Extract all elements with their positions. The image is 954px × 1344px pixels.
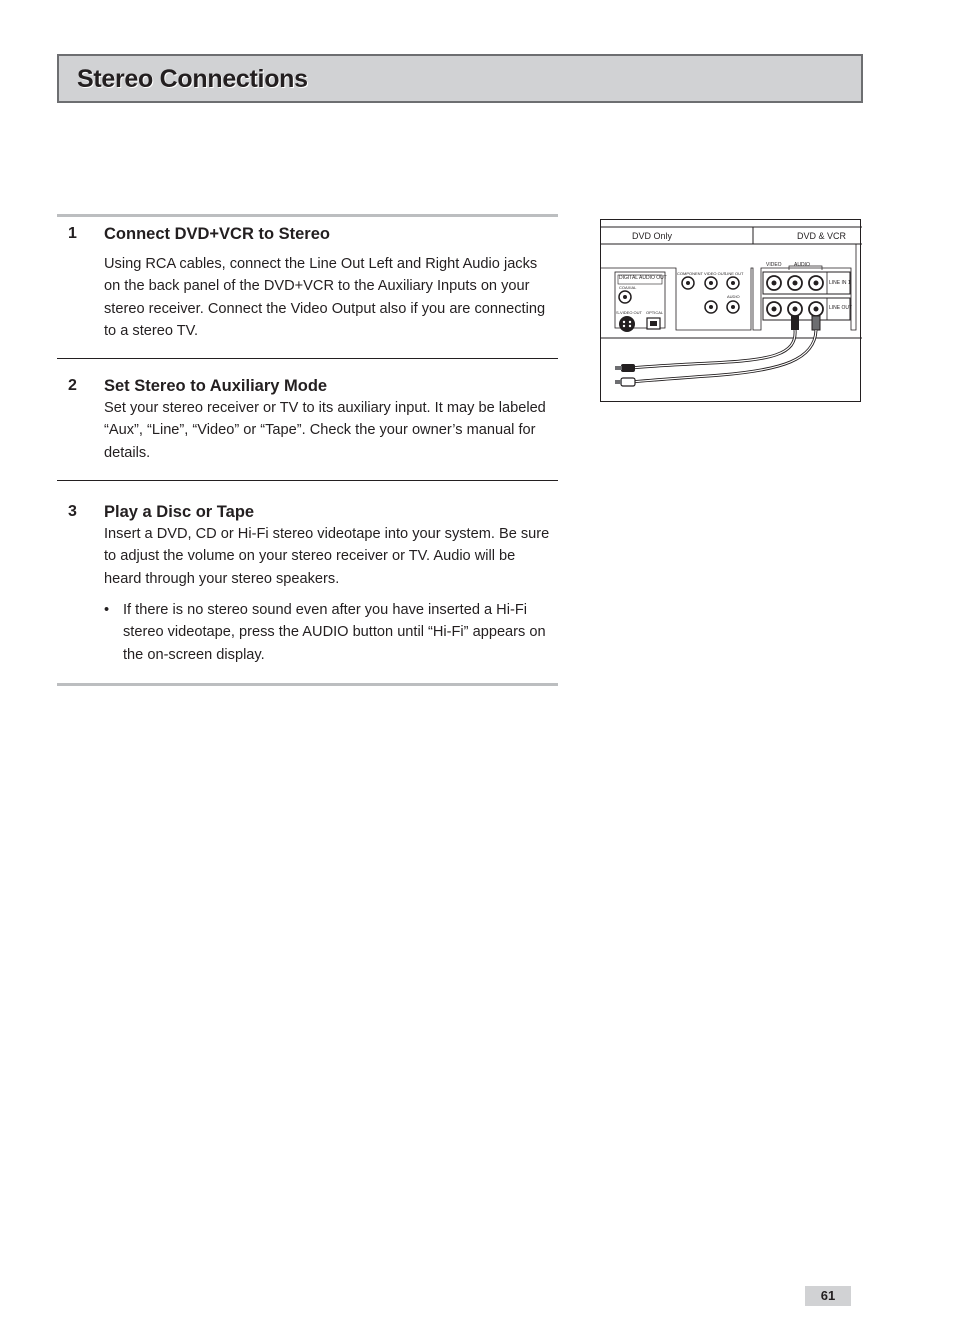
step-3-note-text: If there is no stereo sound even after you have inserted a Hi-Fi stereo videotape, press the AUDIO button until “Hi-Fi” appears on the on-screen display.: [123, 602, 546, 663]
step-3-body: Insert a DVD, CD or Hi-Fi stereo videotape into your system. Be sure to adjust the volume on your stereo receiver or TV. Audio will be heard through your stereo speakers.: [104, 526, 550, 587]
optical-label: OPTICAL: [646, 310, 664, 315]
step-divider-2: [57, 480, 558, 481]
coaxial-label: COAXIAL: [619, 285, 637, 290]
line-out-label: LINE OUT: [829, 305, 853, 311]
step-2-heading: Set Stereo to Auxiliary Mode: [104, 377, 328, 395]
dvd-line-out-label: LINE OUT: [725, 271, 744, 276]
connection-diagram: [600, 219, 861, 402]
section-top-rule: [57, 214, 558, 217]
step-1-number: 1: [68, 225, 77, 242]
step-1-body: Using RCA cables, connect the Line Out Left and Right Audio jacks on the back panel of the DVD+VCR to the Auxiliary Inputs on your stereo receiver. Connect the Video Output also if you are connecting to a stereo TV.: [104, 256, 546, 339]
vcr-video-label: VIDEO: [766, 262, 782, 268]
component-video-out-label: COMPONENT VIDEO OUT: [677, 271, 727, 276]
dvd-vcr-label: DVD & VCR: [797, 231, 847, 241]
section-bottom-rule: [57, 683, 558, 686]
bullet-marker: •: [104, 602, 110, 618]
step-3-heading: Play a Disc or Tape: [104, 503, 255, 521]
vcr-audio-label: AUDIO: [794, 262, 810, 268]
dvd-audio-label: AUDIO: [727, 294, 740, 299]
page-title-bar: [57, 54, 863, 103]
line-in-label: LINE IN 1: [829, 280, 851, 286]
dvd-only-label: DVD Only: [632, 231, 673, 241]
step-2-number: 2: [68, 377, 77, 394]
digital-audio-out-label: DIGITAL AUDIO OUT: [619, 275, 667, 281]
step-3-number: 3: [68, 503, 77, 520]
page-number: 61: [805, 1286, 851, 1306]
step-divider-1: [57, 358, 558, 359]
page-title: Stereo Connections: [77, 65, 308, 93]
s-video-out-label: S-VIDEO OUT: [616, 310, 643, 315]
step-1-heading: Connect DVD+VCR to Stereo: [104, 225, 330, 243]
step-2-body: Set your stereo receiver or TV to its auxiliary input. It may be labeled “Aux”, “Line”, “Video” or “Tape”. Check the your owner’s manual for details.: [104, 400, 546, 461]
